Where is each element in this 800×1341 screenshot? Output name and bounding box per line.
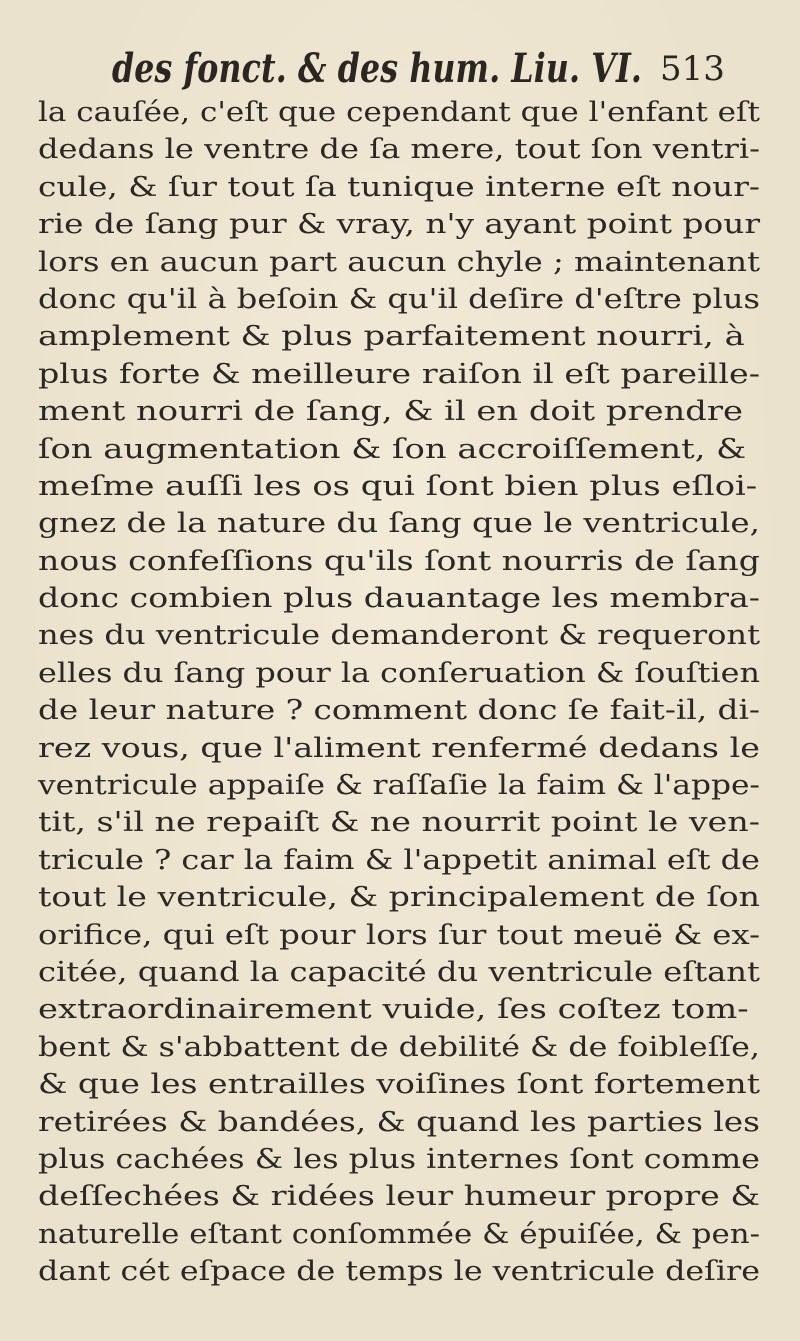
text-line [38, 131, 778, 168]
text-line [38, 94, 778, 131]
text-line [38, 543, 778, 580]
text-line-content: meſme auſſi les os qui ſont bien plus eſloi- [38, 470, 758, 502]
text-line [38, 917, 778, 954]
page-number: 513 [660, 49, 725, 89]
text-line-content: ventricule appaiſe & raſſaſie la faim & l'appe- [38, 770, 760, 802]
text-line-content: elles du ſang pour la conſeruation & ſouſtien [38, 657, 760, 689]
text-line [38, 393, 778, 430]
text-line [38, 842, 778, 879]
text-line [38, 1141, 778, 1178]
text-line-content: retirées & bandées, & quand les parties les [38, 1106, 760, 1138]
text-line-content: ment nourri de ſang, & il en doit prendre [38, 396, 743, 428]
text-line [38, 954, 778, 991]
text-line [38, 318, 778, 355]
text-line [38, 1104, 778, 1141]
text-line-content: amplement & plus parfaitement nourri, à [38, 321, 745, 353]
text-line-content: donc qu'il à beſoin & qu'il deſire d'eſtre plus [38, 283, 760, 315]
text-line-content: plus forte & meilleure raiſon il eſt pareille- [38, 358, 760, 390]
text-line [38, 580, 778, 617]
text-line [38, 1216, 778, 1253]
text-line-content: plus cachées & les plus internes ſont comme [38, 1143, 760, 1175]
text-line-content: cule, & ſur tout ſa tunique interne eſt nour- [38, 171, 761, 203]
text-line-content: dant cét eſpace de temps le ventricule deſire [38, 1256, 761, 1288]
text-line [38, 206, 778, 243]
text-line-content: tricule ? car la faim & l'appetit animal eſt de [38, 844, 760, 876]
text-line-content: nes du ventricule demanderont & requeront [38, 620, 761, 652]
text-line-content: de leur nature ? comment donc ſe fait-il, di- [38, 695, 760, 727]
text-line [38, 505, 778, 542]
text-line [38, 879, 778, 916]
text-line-content: rez vous, que l'aliment renfermé dedans le [38, 732, 760, 764]
text-line [38, 356, 778, 393]
text-line [38, 617, 778, 654]
text-line-content: dedans le ventre de ſa mere, tout ſon ventri- [38, 134, 761, 166]
text-line-content: tout le ventricule, & principalement de ſon [38, 882, 761, 914]
text-line-content: la cauſée, c'eſt que cependant que l'enfant eſt [38, 97, 760, 128]
running-head-title: des fonct. & des hum. Liu. VI. [112, 45, 643, 92]
text-line-content: orifice, qui eſt pour lors ſur tout meuë & ex- [38, 919, 761, 951]
text-line-content: citée, quand la capacité du ventricule eſtant [38, 956, 760, 988]
body-text [38, 94, 778, 1291]
text-line-content: donc combien plus dauantage les membra- [38, 583, 760, 615]
text-line [38, 730, 778, 767]
text-line [38, 1178, 778, 1215]
text-line-content: nous confeſſions qu'ils ſont nourris de ſang [38, 545, 760, 577]
text-line [38, 281, 778, 318]
text-line-content: deſſechées & ridées leur humeur propre & [38, 1181, 760, 1213]
text-line-content: naturelle eſtant conſommée & épuiſée, & pen- [38, 1218, 761, 1250]
text-line-content: tit, s'il ne repaiſt & ne nourrit point le ven- [38, 807, 761, 839]
text-line [38, 991, 778, 1028]
text-line-content: & que les entrailles voiſines ſont fortement [38, 1069, 760, 1101]
text-line-content: extraordinairement vuide, ſes coſtez tom- [38, 994, 749, 1026]
text-line [38, 1066, 778, 1103]
text-line-content: ſon augmentation & ſon accroiſſement, & [38, 433, 747, 465]
running-head [60, 44, 760, 94]
text-line [38, 655, 778, 692]
text-line [38, 169, 778, 206]
text-line [38, 244, 778, 281]
text-line [38, 767, 778, 804]
text-line [38, 804, 778, 841]
text-line [38, 1029, 778, 1066]
text-line-content: gnez de la nature du ſang que le ventricule, [38, 508, 761, 540]
text-line-content: rie de ſang pur & vray, n'y ayant point pour [38, 209, 760, 241]
text-line [38, 1253, 778, 1290]
text-line-content: bent & s'abbattent de debilité & de foibleſſe, [38, 1031, 761, 1063]
text-line [38, 692, 778, 729]
text-line-content: lors en aucun part aucun chyle ; maintenant [38, 246, 760, 278]
text-line [38, 431, 778, 468]
text-line [38, 468, 778, 505]
